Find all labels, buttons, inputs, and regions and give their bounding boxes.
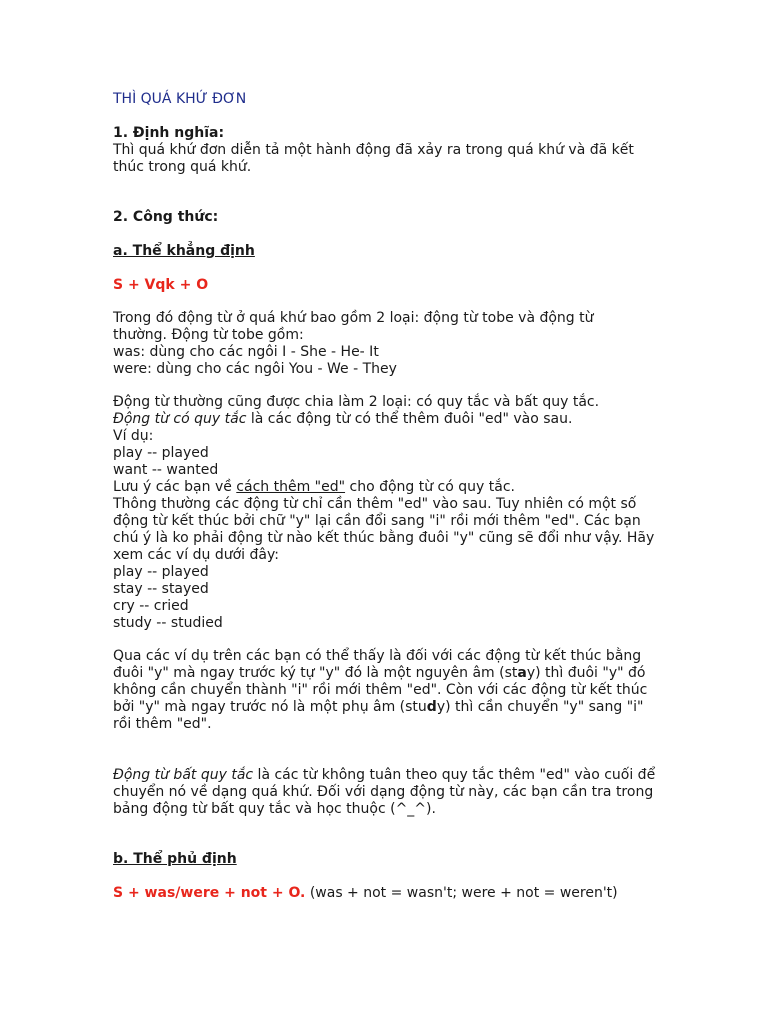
text-run: y) thì đuôi "y" đó [526,665,646,681]
irregular-verb-term: Động từ bất quy tắc [113,767,254,783]
paragraph-line: chuyển nó về dạng quá khứ. Đối với dạng động từ này, các bạn cần tra trong [113,784,654,800]
example-item: study -- studied [113,615,223,631]
negative-formula-line [113,885,733,902]
example-item: stay -- stayed [113,581,209,597]
page-title: THÌ QUÁ KHỨ ĐƠN [113,91,247,107]
paragraph-line: thường. Động từ tobe gồm: [113,327,304,343]
text-run: là các từ không tuân theo quy tắc thêm "ed" vào cuối để [253,767,656,783]
example-item: play -- played [113,445,209,461]
paragraph-line: Động từ thường cũng được chia làm 2 loại: có quy tắc và bất quy tắc. [113,394,600,410]
paragraph-line: chú ý là ko phải động từ nào kết thúc bằng đuôi "y" cũng sẽ đổi như vậy. Hãy [113,530,655,546]
vowel-highlight: a [517,665,527,681]
text-run: bởi "y" mà ngay trước nó là một phụ âm (stu [113,699,427,715]
note-suffix: cho động từ có quy tắc. [345,479,515,495]
regular-verb-term: Động từ có quy tắc [113,411,247,427]
paragraph-line: không cần chuyển thành "i" rồi mới thêm "ed". Còn với các động từ kết thúc [113,682,648,698]
ed-rule-link[interactable]: cách thêm "ed" [236,479,346,495]
note-prefix: Lưu ý các bạn về [113,479,237,495]
paragraph-line: Trong đó động từ ở quá khứ bao gồm 2 loại: động từ tobe và động từ [113,310,594,326]
example-label: Ví dụ: [113,428,154,444]
paragraph-line: xem các ví dụ dưới đây: [113,547,279,563]
affirmative-heading: a. Thể khẳng định [113,243,255,259]
paragraph-line: động từ kết thúc bởi chữ "y" lại cần đổi sang "i" rồi mới thêm "ed". Các bạn [113,513,641,529]
paragraph-line [113,411,733,428]
section-formula-heading: 2. Công thức: [113,209,219,225]
paragraph-line [113,767,733,784]
affirmative-formula: S + Vqk + O [113,277,209,293]
example-item: want -- wanted [113,462,219,478]
paragraph-line [113,699,733,716]
regular-verb-definition: là các động từ có thể thêm đuôi "ed" vào sau. [246,411,573,427]
text-run: y) thì cần chuyển "y" sang "i" [436,699,644,715]
paragraph-line: were: dùng cho các ngôi You - We - They [113,361,397,377]
definition-line-2: thúc trong quá khứ. [113,159,252,175]
negative-note: (was + not = wasn't; were + not = weren't) [305,885,618,901]
consonant-highlight: d [426,699,437,715]
paragraph-line [113,665,733,682]
example-item: cry -- cried [113,598,189,614]
section-definition-heading: 1. Định nghĩa: [113,125,225,141]
definition-line-1: Thì quá khứ đơn diễn tả một hành động đã xảy ra trong quá khứ và đã kết [113,142,634,158]
text-run: đuôi "y" mà ngay trước ký tự "y" đó là một nguyên âm (st [113,665,518,681]
paragraph-line: Thông thường các động từ chỉ cần thêm "ed" vào sau. Tuy nhiên có một số [113,496,637,512]
note-line [113,479,733,496]
example-item: play -- played [113,564,209,580]
negative-heading: b. Thể phủ định [113,851,237,867]
paragraph-line: bảng động từ bất quy tắc và học thuộc (^_^). [113,801,436,817]
negative-formula: S + was/were + not + O. [113,885,306,901]
paragraph-line: rồi thêm "ed". [113,716,212,732]
paragraph-line: was: dùng cho các ngôi I - She - He- It [113,344,379,360]
paragraph-line: Qua các ví dụ trên các bạn có thể thấy là đối với các động từ kết thúc bằng [113,648,642,664]
